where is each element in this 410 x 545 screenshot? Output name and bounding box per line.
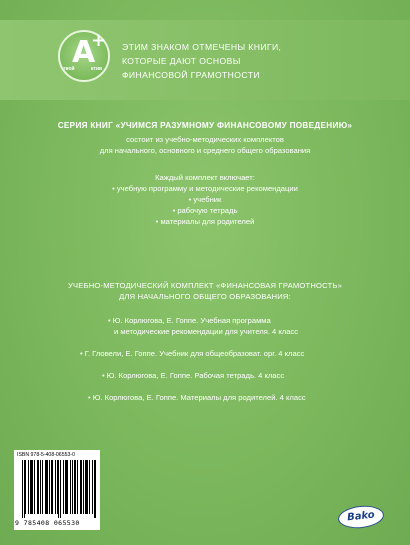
book-line: • Ю. Корлюгова, Е. Гоппе. Рабочая тетрадь. 4 класс: [102, 371, 285, 380]
logo-left-text: твой: [63, 66, 75, 72]
series-title: СЕРИЯ КНИГ «УЧИМСЯ РАЗУМНОМУ ФИНАНСОВОМУ ПОВЕДЕНИЮ»: [57, 121, 353, 130]
book-line: • Г. Гловели, Е. Гоппе. Учебник для общеобразоват. орг. 4 класс: [80, 349, 305, 358]
kit-item: • материалы для родителей: [155, 217, 255, 226]
ean-digits: 9 785408 065530: [15, 519, 80, 527]
book-entry: [88, 393, 348, 404]
logo-right-text: ктив: [91, 66, 103, 72]
banner-line: КОТОРЫЕ ДАЮТ ОСНОВЫ: [122, 56, 241, 66]
umk-heading: [0, 281, 410, 302]
publisher-logo-text: Bako: [346, 509, 376, 524]
series-sub-line: состоит из учебно-методических комплектов: [126, 135, 284, 144]
banner-text: [122, 40, 342, 82]
kit-intro: Каждый комплект включает:: [155, 173, 255, 182]
book-line: • Ю. Корлюгова, Е. Гоппе. Материалы для родителей. 4 класс: [88, 393, 306, 402]
series-sub-line: для начального, основного и среднего общего образования: [99, 146, 311, 155]
banner-line: ФИНАНСОВОЙ ГРАМОТНОСТИ: [122, 70, 260, 80]
publisher-logo: [337, 504, 385, 531]
barcode-icon: [22, 460, 96, 518]
umk-line: УЧЕБНО-МЕТОДИЧЕСКИЙ КОМПЛЕКТ «ФИНАНСОВАЯ ГРАМОТНОСТЬ»: [67, 281, 343, 290]
kit-item: • учебник: [188, 195, 222, 204]
banner-line: ЭТИМ ЗНАКОМ ОТМЕЧЕНЫ КНИГИ,: [122, 42, 282, 52]
logo-plus-mark: +: [91, 30, 107, 51]
kit-list: [0, 183, 410, 227]
umk-line: ДЛЯ НАЧАЛЬНОГО ОБЩЕГО ОБРАЗОВАНИЯ:: [119, 291, 291, 301]
book-entry: [80, 349, 360, 360]
isbn-text: ISBN 978-5-408-06553-0: [17, 452, 75, 458]
book-entry: [108, 316, 328, 337]
barcode-panel: [14, 450, 100, 530]
kit-item: • учебную программу и методические рекомендации: [112, 184, 298, 193]
series-description: [0, 134, 410, 156]
book-line: и методические рекомендации для учителя. 4 класс: [114, 326, 299, 336]
financial-literacy-logo: [58, 30, 110, 82]
logo-a-mark: A: [72, 35, 96, 70]
book-entry: [102, 371, 332, 382]
book-line: • Ю. Корлюгова, Е. Гоппе. Учебная программа: [108, 316, 271, 325]
kit-item: • рабочую тетрадь: [172, 206, 238, 215]
